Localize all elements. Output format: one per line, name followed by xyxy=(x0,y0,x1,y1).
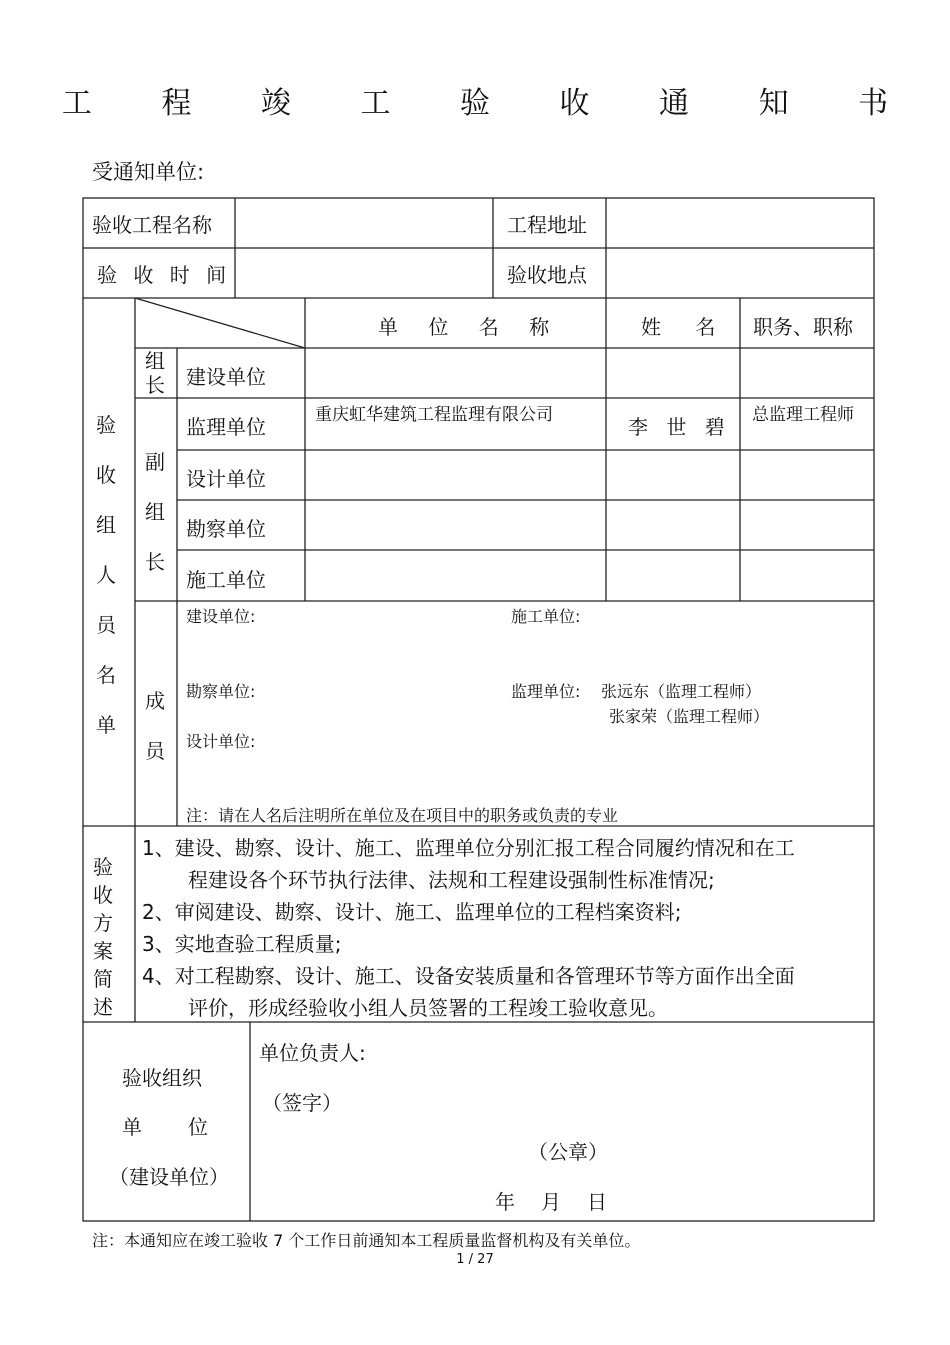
supervision-person: 李 世 碧 xyxy=(628,415,731,439)
acceptance-place-field[interactable] xyxy=(607,250,873,296)
project-name-field[interactable] xyxy=(236,200,492,246)
member-design: 设计单位: xyxy=(186,732,256,751)
plan-item-4: 4、对工程勘察、设计、施工、设备安装质量和各管理环节等方面作出全面 xyxy=(142,964,795,988)
diagonal-header-line xyxy=(135,298,305,348)
page-number: 1 / 27 xyxy=(456,1252,494,1267)
document-title: 工 程 竣 工 验 收 通 知 书 xyxy=(61,86,919,121)
responsible-person-label: 单位负责人: xyxy=(259,1041,366,1065)
plan-item-1: 1、建设、勘察、设计、施工、监理单位分别汇报工程合同履约情况和在工 xyxy=(142,836,795,860)
org-label-position: 位 xyxy=(188,1115,208,1139)
acceptance-time-field[interactable] xyxy=(236,250,492,296)
group-members-label: 验 收 组 人 员 名 单 xyxy=(96,413,116,737)
signature-label: （签字） xyxy=(262,1091,342,1115)
member-survey: 勘察单位: xyxy=(186,682,256,701)
member-supervision-person2: 张家荣（监理工程师） xyxy=(609,707,770,726)
acceptance-place-label: 验收地点 xyxy=(507,263,587,287)
date-year: 年 xyxy=(495,1190,515,1214)
plan-item-3: 3、实地查验工程质量; xyxy=(142,932,342,956)
header-unit-name: 单 位 名 称 xyxy=(378,315,562,339)
plan-item-1-cont: 程建设各个环节执行法律、法规和工程建设强制性标准情况; xyxy=(188,868,715,892)
unit-survey: 勘察单位 xyxy=(186,517,266,541)
plan-item-4-cont: 评价，形成经验收小组人员签署的工程竣工验收意见。 xyxy=(188,996,668,1020)
member-supervision-person1: 张远东（监理工程师） xyxy=(601,682,762,701)
org-label-unit: 单 xyxy=(122,1115,142,1139)
date-month: 月 xyxy=(541,1190,561,1214)
unit-construction: 建设单位 xyxy=(186,365,266,389)
date-day: 日 xyxy=(587,1190,607,1214)
project-name-label: 验收工程名称 xyxy=(92,213,212,237)
member-construction: 建设单位: xyxy=(186,607,256,626)
member-builder: 施工单位: xyxy=(511,607,581,626)
member-supervision: 监理单位: xyxy=(511,682,581,701)
leader-label: 组 长 xyxy=(145,349,165,397)
official-seal-label: （公章） xyxy=(528,1140,608,1164)
project-address-field[interactable] xyxy=(607,200,873,246)
plan-label: 验 收 方 案 简 述 xyxy=(93,855,113,1019)
header-person-name: 姓 名 xyxy=(641,315,730,339)
member-label: 成 员 xyxy=(145,689,165,763)
footnote: 注：本通知应在竣工验收 7 个工作日前通知本工程质量监督机构及有关单位。 xyxy=(92,1231,641,1250)
header-position: 职务、职称 xyxy=(753,315,853,339)
vice-leader-label: 副 组 长 xyxy=(145,450,165,574)
unit-builder: 施工单位 xyxy=(186,568,266,592)
acceptance-time-label: 验 收 时 间 xyxy=(97,263,232,287)
supervision-company: 重庆虹华建筑工程监理有限公司 xyxy=(315,405,553,425)
plan-item-2: 2、审阅建设、勘察、设计、施工、监理单位的工程档案资料; xyxy=(142,900,682,924)
unit-supervision: 监理单位 xyxy=(186,415,266,439)
supervision-title: 总监理工程师 xyxy=(752,405,854,425)
recipient-label: 受通知单位: xyxy=(92,160,205,184)
unit-design: 设计单位 xyxy=(186,467,266,491)
project-address-label: 工程地址 xyxy=(507,213,587,237)
org-label-line3: （建设单位） xyxy=(109,1165,229,1189)
org-label-line1: 验收组织 xyxy=(122,1066,202,1090)
member-note: 注：请在人名后注明所在单位及在项目中的职务或负责的专业 xyxy=(186,806,619,825)
